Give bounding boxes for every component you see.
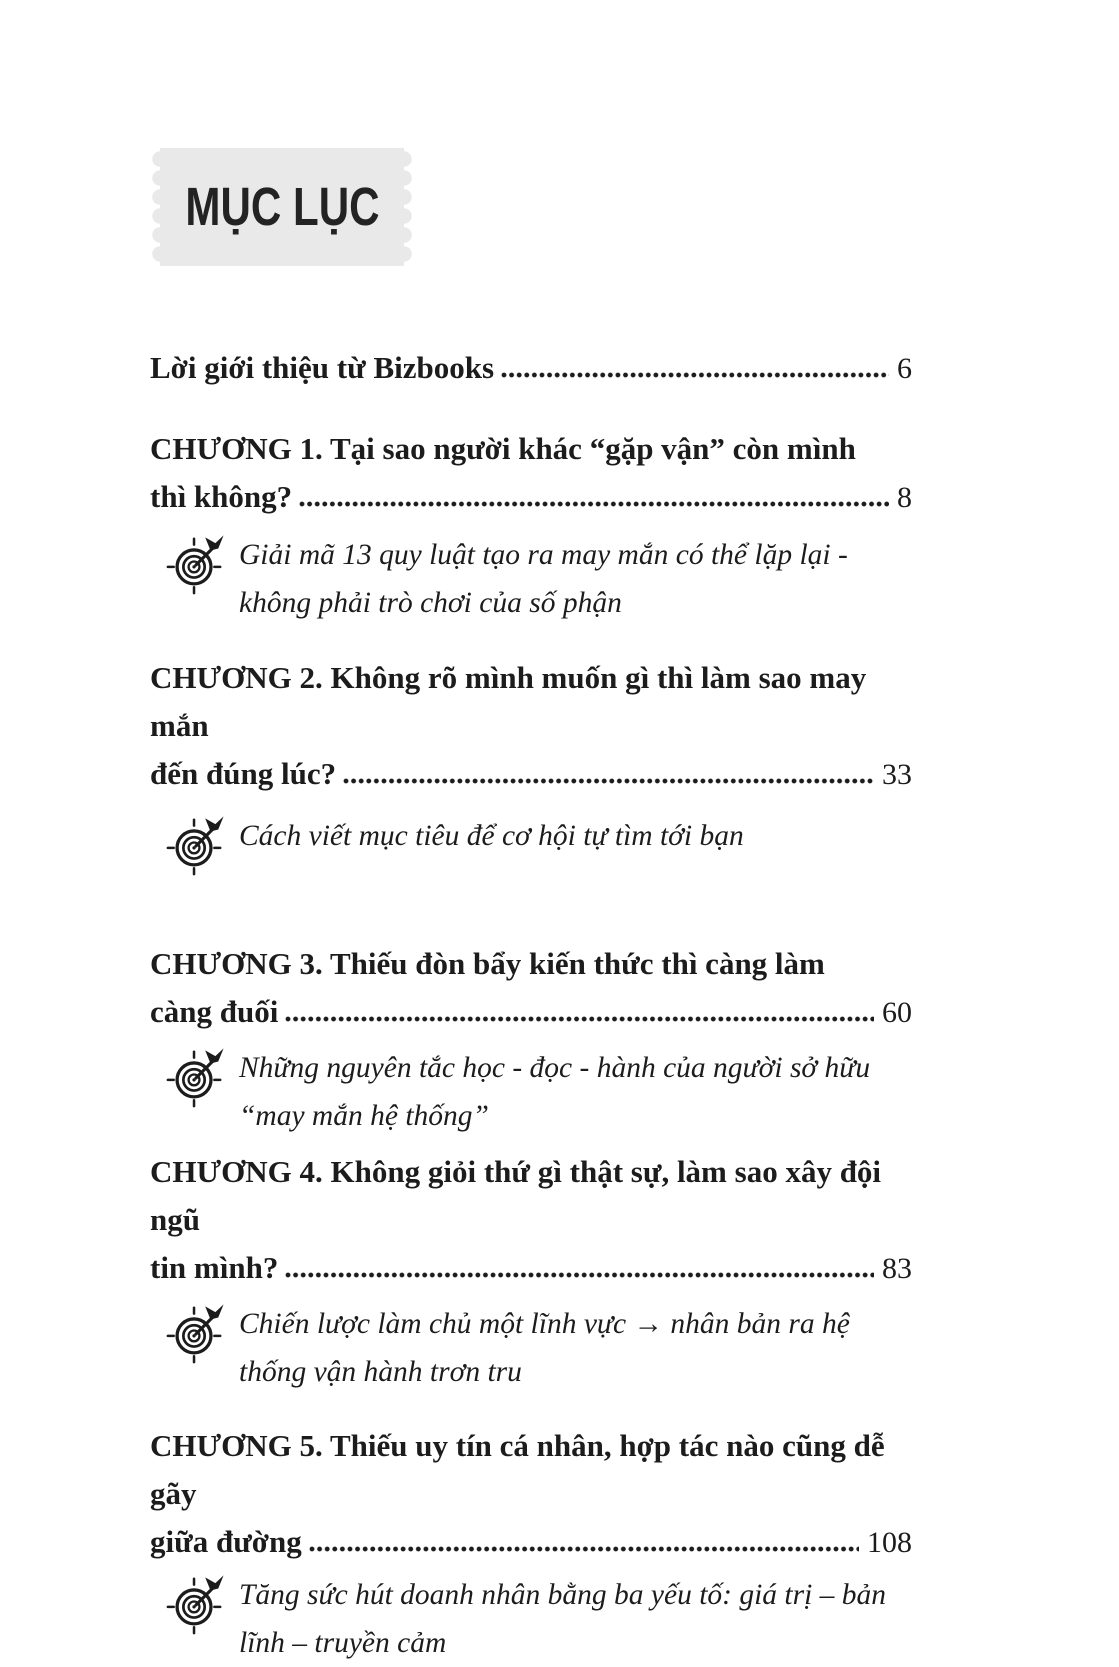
target-dart-icon (164, 533, 226, 595)
subtitle-text: Chiến lược làm chủ một lĩnh vực → nhân bản ra hệ thống vận hành trơn tru (239, 1308, 850, 1388)
subtitle-text: Những nguyên tắc học - đọc - hành của người sở hữu “may mắn hệ thống” (239, 1052, 871, 1132)
entry-title-line2: thì không? (150, 479, 293, 514)
toc-subtitle-1 (150, 531, 912, 627)
entry-title-line1: CHƯƠNG 3. Thiếu đòn bẩy kiến thức thì càng làm (150, 946, 825, 981)
entry-title-line2: tin mình? (150, 1250, 279, 1285)
page-number: 8 (897, 481, 912, 514)
dot-leader (285, 1272, 874, 1278)
toc-subtitle-2 (150, 812, 912, 876)
target-dart-icon (164, 814, 226, 876)
toc-entry-chapter-5 (150, 1422, 912, 1567)
toc-entry-intro (150, 344, 912, 393)
toc-entry-chapter-4 (150, 1148, 912, 1293)
target-dart-icon (164, 1046, 226, 1108)
subtitle-text: Tăng sức hút doanh nhân bằng ba yếu tố: giá trị – bản lĩnh – truyền cảm (239, 1579, 887, 1659)
toc-subtitle-4 (150, 1300, 912, 1396)
page-number: 83 (882, 1252, 912, 1285)
page-number: 33 (882, 758, 912, 791)
entry-title-line1: CHƯƠNG 5. Thiếu uy tín cá nhân, hợp tác nào cũng dễ gãy (150, 1428, 885, 1511)
entry-title-line1: CHƯƠNG 1. Tại sao người khác “gặp vận” còn mình (150, 431, 856, 466)
dot-leader (299, 501, 889, 507)
page-number: 6 (897, 352, 912, 385)
toc-subtitle-3 (150, 1044, 912, 1140)
page-title: MỤC LỤC (184, 177, 380, 237)
toc-entry-chapter-1 (150, 425, 912, 522)
toc-entry-chapter-3 (150, 940, 912, 1037)
subtitle-text: Cách viết mục tiêu để cơ hội tự tìm tới bạn (239, 820, 744, 852)
entry-title: Lời giới thiệu từ Bizbooks (150, 350, 495, 385)
subtitle-text: Giải mã 13 quy luật tạo ra may mắn có thể lặp lại - không phải trò chơi của số phận (239, 539, 848, 619)
toc-entry-chapter-2 (150, 654, 912, 799)
entry-title-line1: CHƯƠNG 2. Không rõ mình muốn gì thì làm sao may mắn (150, 660, 867, 743)
page-number: 60 (882, 996, 912, 1029)
entry-title-line2: càng đuối (150, 994, 279, 1029)
entry-title-line1: CHƯƠNG 4. Không giỏi thứ gì thật sự, làm sao xây đội ngũ (150, 1154, 882, 1237)
toc-page (150, 0, 912, 1667)
dot-leader (285, 1016, 874, 1022)
dot-leader (343, 778, 874, 784)
target-dart-icon (164, 1573, 226, 1635)
page-header-ticket (160, 148, 404, 266)
dot-leader (501, 372, 889, 378)
target-dart-icon (164, 1302, 226, 1364)
page-number: 108 (867, 1526, 912, 1559)
dot-leader (309, 1546, 859, 1552)
entry-title-line2: đến đúng lúc? (150, 756, 337, 791)
entry-title-line2: giữa đường (150, 1524, 302, 1559)
toc-subtitle-5 (150, 1571, 912, 1667)
